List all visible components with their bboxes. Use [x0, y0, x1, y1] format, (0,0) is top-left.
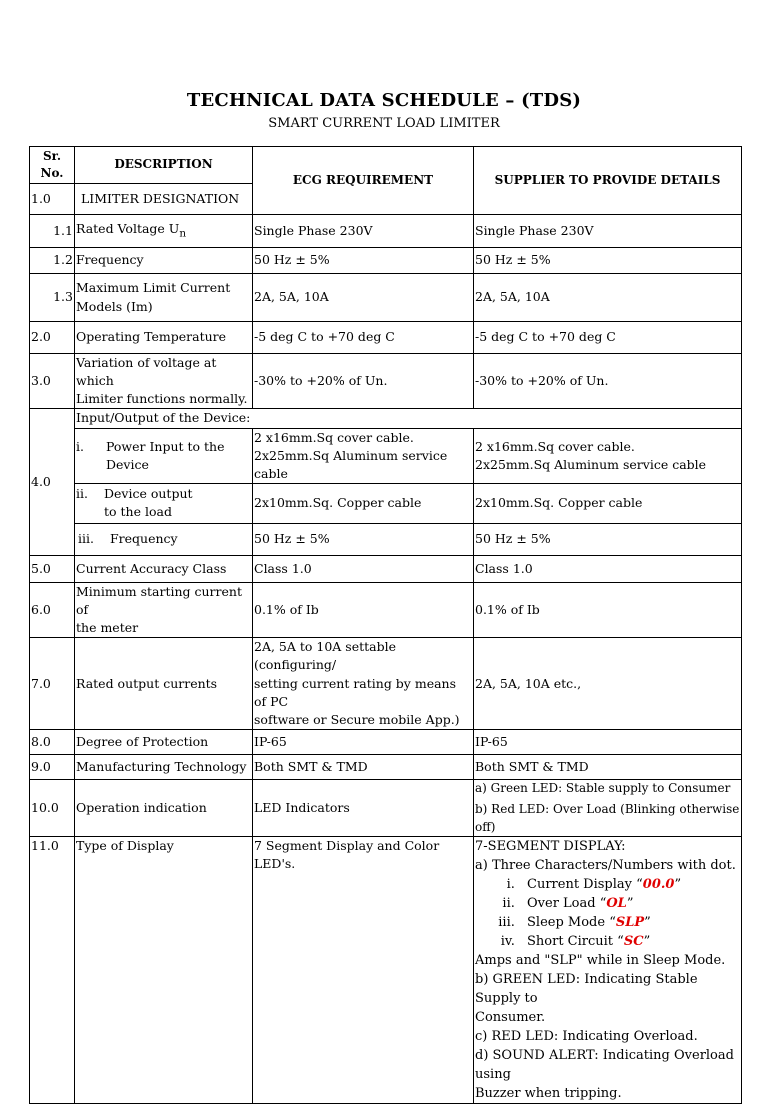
desc-line: Frequency: [110, 531, 178, 547]
desc-line: Power Input to the: [106, 438, 225, 454]
row-description: [75, 274, 253, 322]
desc-line: Variation of voltage at which: [76, 355, 217, 389]
table-row: [30, 555, 742, 582]
sub-item-description: [75, 483, 253, 523]
row-description: Degree of Protection: [75, 729, 253, 754]
ecg-line: software or Secure mobile App.): [254, 711, 460, 727]
table-row: [30, 322, 742, 354]
table-row: [30, 354, 742, 409]
row-description: Operating Temperature: [75, 322, 253, 354]
table-row: [30, 837, 742, 1104]
display-code-label: Over Load “: [527, 896, 607, 912]
supplier-detail: 2A, 5A, 10A etc.,: [474, 638, 742, 730]
ecg-requirement: LED Indicators: [253, 779, 474, 836]
display-code-label: Short Circuit “: [527, 934, 624, 950]
sub-item-description: [75, 523, 253, 555]
ecg-requirement: 0.1% of Ib: [253, 582, 474, 637]
ecg-requirement: Both SMT & TMD: [253, 754, 474, 779]
table-row: [30, 215, 742, 248]
table-row: [30, 779, 742, 836]
ecg-requirement: [253, 638, 474, 730]
row-number: 8.0: [30, 729, 75, 754]
sup-line: a) Green LED: Stable supply to Consumer: [475, 780, 731, 795]
supplier-detail: -5 deg C to +70 deg C: [474, 322, 742, 354]
supplier-detail: IP-65: [474, 729, 742, 754]
row-number: 1.0: [30, 184, 75, 215]
row-number: 10.0: [30, 779, 75, 836]
row-number: 3.0: [30, 354, 75, 409]
row-number: 4.0: [30, 409, 75, 556]
row-description: Rated output currents: [75, 638, 253, 730]
table-row: [30, 638, 742, 730]
sup-line: Consumer.: [475, 1010, 546, 1026]
ecg-line: setting current rating by means of PC: [254, 675, 457, 709]
row-description: Manufacturing Technology: [75, 754, 253, 779]
display-code-label: Sleep Mode “: [527, 915, 616, 931]
header-ecg-requirement: ECG REQUIREMENT: [253, 147, 474, 215]
sub-item-marker: iii.: [78, 531, 94, 547]
table-row: [30, 483, 742, 523]
display-code-item: [519, 932, 740, 951]
row-number: 11.0: [30, 837, 75, 1104]
sup-line: 2x25mm.Sq Aluminum service cable: [475, 456, 707, 472]
display-code-item: [519, 875, 740, 894]
sup-line: 2 x16mm.Sq cover cable.: [475, 438, 635, 454]
ecg-requirement: 50 Hz ± 5%: [253, 248, 474, 274]
sup-line: Buzzer when tripping.: [475, 1086, 622, 1102]
supplier-detail: [474, 779, 742, 836]
document-subtitle: SMART CURRENT LOAD LIMITER: [268, 116, 500, 131]
display-code-value: SLP: [615, 915, 645, 931]
display-code-value: 00.0: [642, 877, 675, 893]
supplier-detail: Single Phase 230V: [474, 215, 742, 248]
technical-data-table: [29, 146, 742, 1104]
ecg-requirement: 2x10mm.Sq. Copper cable: [253, 483, 474, 523]
row-description: [75, 582, 253, 637]
sub-item-marker: ii.: [76, 486, 88, 502]
supplier-detail: 2A, 5A, 10A: [474, 274, 742, 322]
sup-line: a) Three Characters/Numbers with dot.: [475, 858, 736, 874]
display-code-label: Current Display “: [527, 877, 643, 893]
ecg-line: 2A, 5A to 10A settable (configuring/: [254, 639, 397, 673]
row-number: 1.3: [30, 274, 75, 322]
supplier-detail: Both SMT & TMD: [474, 754, 742, 779]
row-description: Current Accuracy Class: [75, 555, 253, 582]
row-number: 1.2: [30, 248, 75, 274]
ecg-requirement: 2A, 5A, 10A: [253, 274, 474, 322]
supplier-detail: -30% to +20% of Un.: [474, 354, 742, 409]
desc-subscript: n: [179, 227, 187, 240]
display-code-end: ”: [626, 896, 634, 912]
row-description: Input/Output of the Device:: [75, 409, 742, 428]
row-number: 7.0: [30, 638, 75, 730]
supplier-detail: [474, 837, 742, 1104]
supplier-detail: 2x10mm.Sq. Copper cable: [474, 483, 742, 523]
sub-item-marker: i.: [76, 438, 84, 454]
row-description: LIMITER DESIGNATION: [75, 184, 253, 215]
row-description: [75, 354, 253, 409]
table-header-row: [30, 147, 742, 184]
desc-line: to the load: [104, 504, 172, 520]
display-code-value: SC: [623, 934, 644, 950]
supplier-detail: 50 Hz ± 5%: [474, 523, 742, 555]
table-row: [30, 729, 742, 754]
sup-line: b) Red LED: Over Load (Blinking otherwise off): [475, 802, 740, 834]
desc-line: Limiter functions normally.: [76, 391, 248, 407]
table-row: [30, 409, 742, 428]
ecg-requirement: Single Phase 230V: [253, 215, 474, 248]
display-code-item: [519, 894, 740, 913]
row-description: Type of Display: [75, 837, 253, 1104]
supplier-detail: [474, 428, 742, 483]
header-sr-no: Sr. No.: [30, 147, 75, 184]
sup-line: Amps and "SLP" while in Sleep Mode.: [475, 953, 726, 969]
display-code-end: ”: [644, 915, 651, 931]
table-row: [30, 248, 742, 274]
sub-item-description: [75, 428, 253, 483]
display-code-end: ”: [674, 877, 682, 893]
supplier-detail: 0.1% of Ib: [474, 582, 742, 637]
document-title: TECHNICAL DATA SCHEDULE – (TDS): [186, 90, 582, 111]
table-row: [30, 582, 742, 637]
display-code-item: [519, 913, 740, 932]
sup-line: 7-SEGMENT DISPLAY:: [475, 839, 626, 855]
table-row: [30, 754, 742, 779]
desc-line: Minimum starting current of: [76, 583, 242, 617]
row-description: Operation indication: [75, 779, 253, 836]
row-number: 1.1: [30, 215, 75, 248]
desc-line: Device: [106, 456, 149, 472]
ecg-requirement: Class 1.0: [253, 555, 474, 582]
row-description: Frequency: [75, 248, 253, 274]
header-supplier-details: SUPPLIER TO PROVIDE DETAILS: [474, 147, 742, 215]
row-description: [75, 215, 253, 248]
ecg-requirement: [253, 428, 474, 483]
sup-line: c) RED LED: Indicating Overload.: [475, 1029, 698, 1045]
supplier-detail: Class 1.0: [474, 555, 742, 582]
ecg-requirement: 50 Hz ± 5%: [253, 523, 474, 555]
table-row: [30, 523, 742, 555]
ecg-requirement: -30% to +20% of Un.: [253, 354, 474, 409]
ecg-requirement: 7 Segment Display and Color LED's.: [253, 837, 474, 1104]
sup-line: d) SOUND ALERT: Indicating Overload using: [475, 1048, 734, 1083]
table-row: [30, 428, 742, 483]
ecg-requirement: IP-65: [253, 729, 474, 754]
display-code-list: [475, 875, 740, 951]
desc-line: Maximum Limit Current: [76, 280, 231, 296]
supplier-detail: 50 Hz ± 5%: [474, 248, 742, 274]
desc-line: the meter: [76, 620, 139, 636]
row-number: 2.0: [30, 322, 75, 354]
row-number: 6.0: [30, 582, 75, 637]
row-number: 9.0: [30, 754, 75, 779]
table-row: [30, 274, 742, 322]
display-code-value: OL: [606, 896, 627, 912]
display-code-end: ”: [643, 934, 651, 950]
header-description: DESCRIPTION: [75, 147, 253, 184]
row-number: 5.0: [30, 555, 75, 582]
sup-line: b) GREEN LED: Indicating Stable Supply to: [475, 972, 698, 1007]
ecg-line: 2 x16mm.Sq cover cable.: [254, 429, 414, 445]
desc-text: Rated Voltage U: [76, 221, 180, 237]
desc-line: Device output: [104, 486, 193, 502]
ecg-requirement: -5 deg C to +70 deg C: [253, 322, 474, 354]
ecg-line: 2x25mm.Sq Aluminum service cable: [254, 447, 448, 481]
desc-line: Models (Im): [76, 298, 153, 314]
